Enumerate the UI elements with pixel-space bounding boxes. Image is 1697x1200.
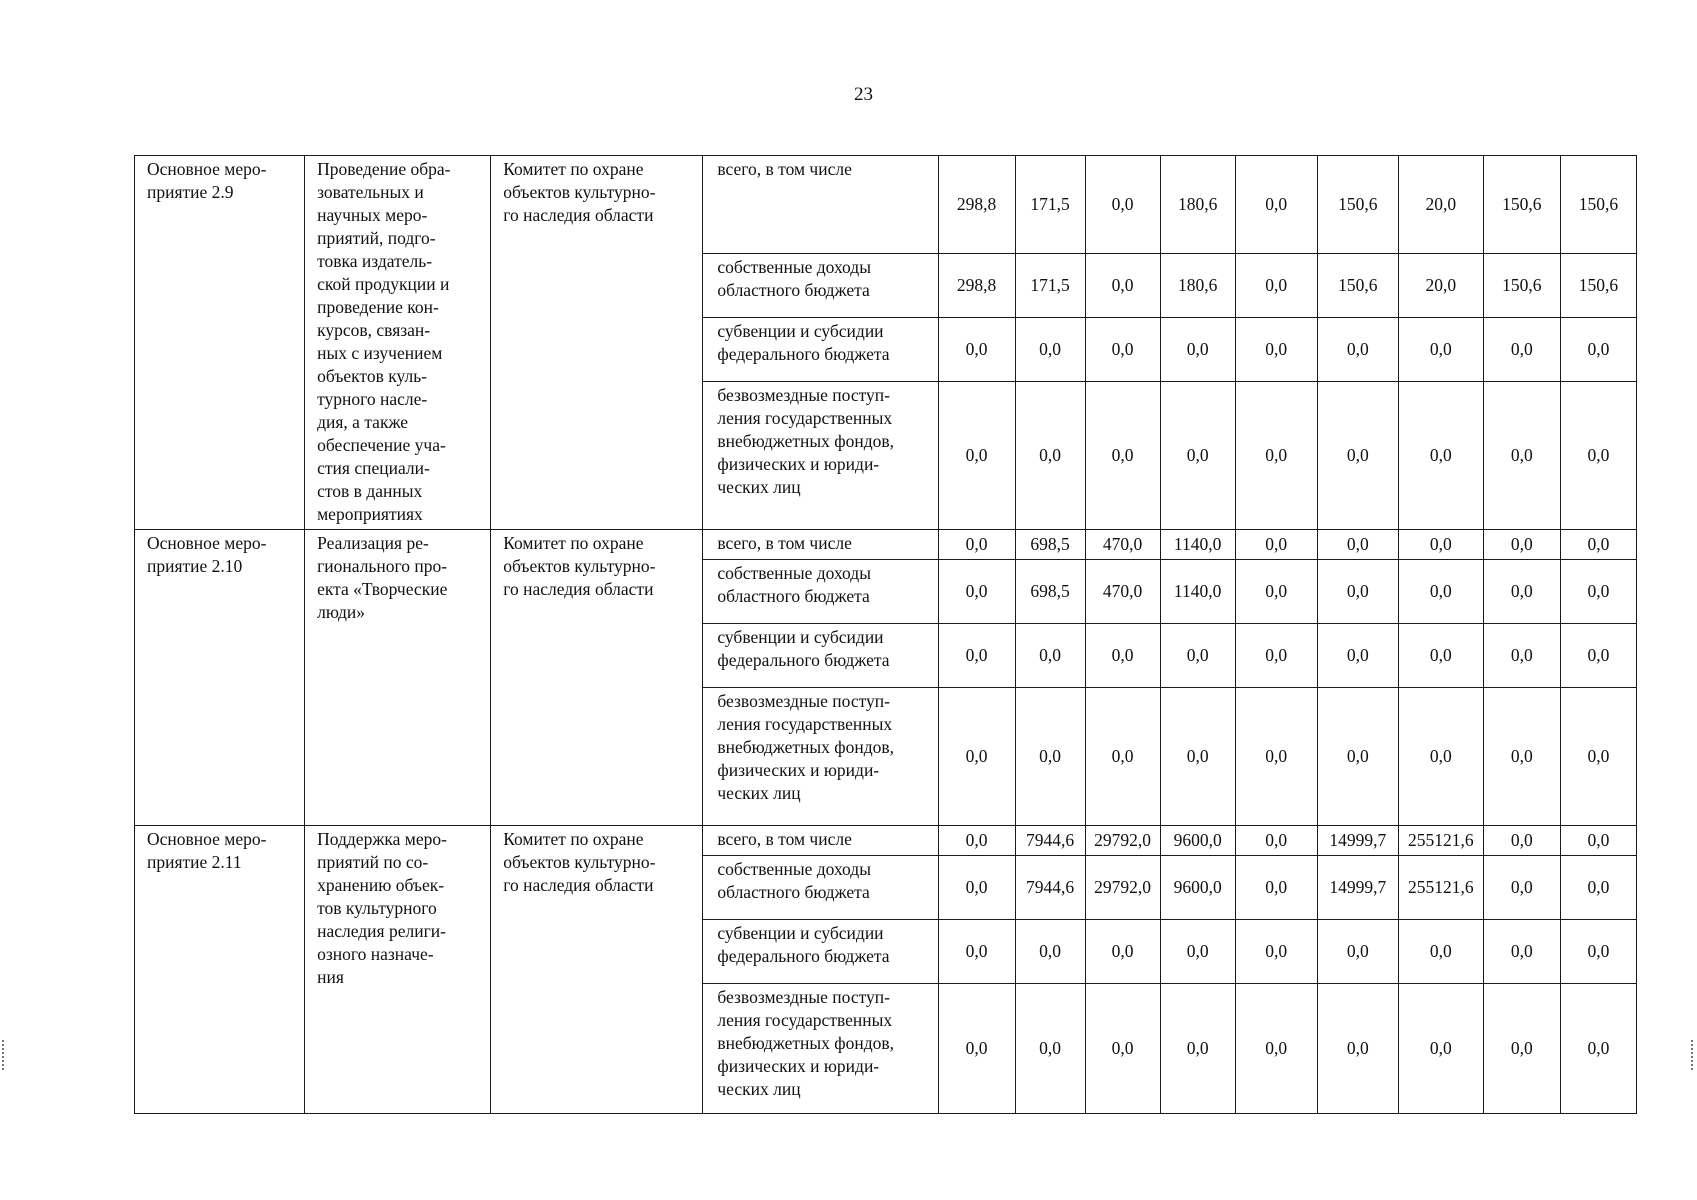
amount-cell: 0,0 <box>1317 624 1398 688</box>
amount-cell: 0,0 <box>1560 382 1636 530</box>
amount-cell: 255121,6 <box>1398 826 1483 856</box>
amount-cell: 0,0 <box>1317 318 1398 382</box>
amount-cell: 0,0 <box>1235 318 1317 382</box>
amount-cell: 29792,0 <box>1085 826 1160 856</box>
amount-cell: 29792,0 <box>1085 856 1160 920</box>
measure-executor: Комитет по охране объектов культурно- го наследия области <box>491 156 703 530</box>
amount-cell: 0,0 <box>938 560 1015 624</box>
amount-cell: 0,0 <box>1483 624 1560 688</box>
amount-cell: 0,0 <box>1160 318 1235 382</box>
amount-cell: 0,0 <box>1235 856 1317 920</box>
amount-cell: 0,0 <box>1085 382 1160 530</box>
amount-cell: 0,0 <box>1483 856 1560 920</box>
amount-cell: 470,0 <box>1085 530 1160 560</box>
amount-cell: 0,0 <box>1560 318 1636 382</box>
table-row <box>135 530 1637 560</box>
amount-cell: 0,0 <box>1015 688 1085 826</box>
amount-cell: 7944,6 <box>1015 856 1085 920</box>
amount-cell: 0,0 <box>1560 920 1636 984</box>
amount-cell: 0,0 <box>1235 156 1317 254</box>
amount-cell: 0,0 <box>1398 382 1483 530</box>
amount-cell: 0,0 <box>1085 254 1160 318</box>
funding-source: безвозмездные поступ- ления государственных внебюджетных фондов, физических и юриди- ческих лиц <box>703 984 938 1114</box>
scan-edge-mark-right <box>1691 1040 1695 1070</box>
funding-source: всего, в том числе <box>703 530 938 560</box>
amount-cell: 0,0 <box>1483 920 1560 984</box>
scan-edge-mark-left <box>2 1040 6 1070</box>
funding-source: субвенции и субсидии федерального бюджета <box>703 920 938 984</box>
amount-cell: 0,0 <box>1235 560 1317 624</box>
amount-cell: 0,0 <box>938 984 1015 1114</box>
amount-cell: 0,0 <box>938 382 1015 530</box>
amount-cell: 0,0 <box>1317 688 1398 826</box>
amount-cell: 0,0 <box>1398 920 1483 984</box>
amount-cell: 298,8 <box>938 156 1015 254</box>
funding-source: безвозмездные поступ- ления государственных внебюджетных фондов, физических и юриди- ческих лиц <box>703 382 938 530</box>
amount-cell: 698,5 <box>1015 530 1085 560</box>
amount-cell: 0,0 <box>1483 688 1560 826</box>
amount-cell: 0,0 <box>1085 688 1160 826</box>
amount-cell: 0,0 <box>1317 560 1398 624</box>
amount-cell: 0,0 <box>1560 530 1636 560</box>
table-body <box>135 156 1637 1114</box>
amount-cell: 255121,6 <box>1398 856 1483 920</box>
funding-source: собственные доходы областного бюджета <box>703 560 938 624</box>
amount-cell: 0,0 <box>1085 624 1160 688</box>
measure-code: Основное меро- приятие 2.10 <box>135 530 305 826</box>
amount-cell: 0,0 <box>1235 382 1317 530</box>
funding-source: собственные доходы областного бюджета <box>703 254 938 318</box>
amount-cell: 171,5 <box>1015 254 1085 318</box>
amount-cell: 0,0 <box>1085 920 1160 984</box>
amount-cell: 0,0 <box>1160 688 1235 826</box>
amount-cell: 0,0 <box>1160 624 1235 688</box>
amount-cell: 0,0 <box>938 826 1015 856</box>
budget-table <box>134 155 1637 1114</box>
amount-cell: 0,0 <box>1160 920 1235 984</box>
amount-cell: 0,0 <box>1235 624 1317 688</box>
amount-cell: 20,0 <box>1398 156 1483 254</box>
funding-source: безвозмездные поступ- ления государственных внебюджетных фондов, физических и юриди- ческих лиц <box>703 688 938 826</box>
amount-cell: 0,0 <box>938 688 1015 826</box>
amount-cell: 0,0 <box>1398 318 1483 382</box>
amount-cell: 0,0 <box>1398 624 1483 688</box>
amount-cell: 150,6 <box>1560 254 1636 318</box>
amount-cell: 0,0 <box>1235 254 1317 318</box>
amount-cell: 0,0 <box>1317 382 1398 530</box>
amount-cell: 0,0 <box>1483 984 1560 1114</box>
measure-code: Основное меро- приятие 2.9 <box>135 156 305 530</box>
amount-cell: 9600,0 <box>1160 826 1235 856</box>
amount-cell: 150,6 <box>1560 156 1636 254</box>
amount-cell: 0,0 <box>938 624 1015 688</box>
amount-cell: 0,0 <box>1483 382 1560 530</box>
funding-source: собственные доходы областного бюджета <box>703 856 938 920</box>
amount-cell: 0,0 <box>1235 826 1317 856</box>
amount-cell: 171,5 <box>1015 156 1085 254</box>
funding-source: субвенции и субсидии федерального бюджета <box>703 624 938 688</box>
amount-cell: 0,0 <box>1235 530 1317 560</box>
amount-cell: 0,0 <box>1015 984 1085 1114</box>
amount-cell: 0,0 <box>1560 624 1636 688</box>
amount-cell: 698,5 <box>1015 560 1085 624</box>
amount-cell: 0,0 <box>1560 560 1636 624</box>
funding-source: всего, в том числе <box>703 156 938 254</box>
amount-cell: 0,0 <box>1560 856 1636 920</box>
funding-source: всего, в том числе <box>703 826 938 856</box>
amount-cell: 0,0 <box>1483 530 1560 560</box>
measure-name: Проведение обра- зовательных и научных меро- приятий, подго- товка издатель- ской продукции и проведение кон- курсов, связан- ных с изучением объектов куль- турного насле- дия, а также обеспечение уча- стия специали- стов в данных мероприятиях <box>305 156 491 530</box>
amount-cell: 1140,0 <box>1160 560 1235 624</box>
amount-cell: 0,0 <box>1015 382 1085 530</box>
measure-executor: Комитет по охране объектов культурно- го наследия области <box>491 826 703 1114</box>
amount-cell: 150,6 <box>1483 156 1560 254</box>
measure-executor: Комитет по охране объектов культурно- го наследия области <box>491 530 703 826</box>
amount-cell: 0,0 <box>938 318 1015 382</box>
amount-cell: 0,0 <box>1317 530 1398 560</box>
amount-cell: 0,0 <box>1085 318 1160 382</box>
measure-name: Поддержка меро- приятий по со- хранению объек- тов культурного наследия религи- озного назначе- ния <box>305 826 491 1114</box>
table-row <box>135 156 1637 254</box>
amount-cell: 20,0 <box>1398 254 1483 318</box>
amount-cell: 0,0 <box>1160 984 1235 1114</box>
amount-cell: 14999,7 <box>1317 856 1398 920</box>
amount-cell: 180,6 <box>1160 156 1235 254</box>
amount-cell: 0,0 <box>1560 826 1636 856</box>
amount-cell: 0,0 <box>1317 920 1398 984</box>
amount-cell: 0,0 <box>1483 560 1560 624</box>
amount-cell: 0,0 <box>1398 530 1483 560</box>
amount-cell: 0,0 <box>1483 318 1560 382</box>
measure-code: Основное меро- приятие 2.11 <box>135 826 305 1114</box>
amount-cell: 0,0 <box>1317 984 1398 1114</box>
amount-cell: 0,0 <box>1235 984 1317 1114</box>
amount-cell: 0,0 <box>1160 382 1235 530</box>
amount-cell: 0,0 <box>1015 920 1085 984</box>
amount-cell: 1140,0 <box>1160 530 1235 560</box>
amount-cell: 0,0 <box>1560 984 1636 1114</box>
measure-name: Реализация ре- гионального про- екта «Творческие люди» <box>305 530 491 826</box>
amount-cell: 180,6 <box>1160 254 1235 318</box>
amount-cell: 0,0 <box>938 530 1015 560</box>
amount-cell: 0,0 <box>1398 984 1483 1114</box>
amount-cell: 0,0 <box>1015 624 1085 688</box>
table-row <box>135 826 1637 856</box>
amount-cell: 14999,7 <box>1317 826 1398 856</box>
amount-cell: 0,0 <box>938 856 1015 920</box>
amount-cell: 298,8 <box>938 254 1015 318</box>
amount-cell: 470,0 <box>1085 560 1160 624</box>
amount-cell: 7944,6 <box>1015 826 1085 856</box>
amount-cell: 150,6 <box>1317 254 1398 318</box>
amount-cell: 9600,0 <box>1160 856 1235 920</box>
amount-cell: 0,0 <box>1235 920 1317 984</box>
amount-cell: 150,6 <box>1483 254 1560 318</box>
amount-cell: 0,0 <box>1015 318 1085 382</box>
funding-source: субвенции и субсидии федерального бюджета <box>703 318 938 382</box>
amount-cell: 0,0 <box>1085 984 1160 1114</box>
amount-cell: 0,0 <box>1235 688 1317 826</box>
amount-cell: 0,0 <box>1483 826 1560 856</box>
amount-cell: 0,0 <box>1560 688 1636 826</box>
page-number: 23 <box>854 84 873 105</box>
amount-cell: 0,0 <box>938 920 1015 984</box>
amount-cell: 0,0 <box>1398 688 1483 826</box>
amount-cell: 150,6 <box>1317 156 1398 254</box>
amount-cell: 0,0 <box>1085 156 1160 254</box>
amount-cell: 0,0 <box>1398 560 1483 624</box>
